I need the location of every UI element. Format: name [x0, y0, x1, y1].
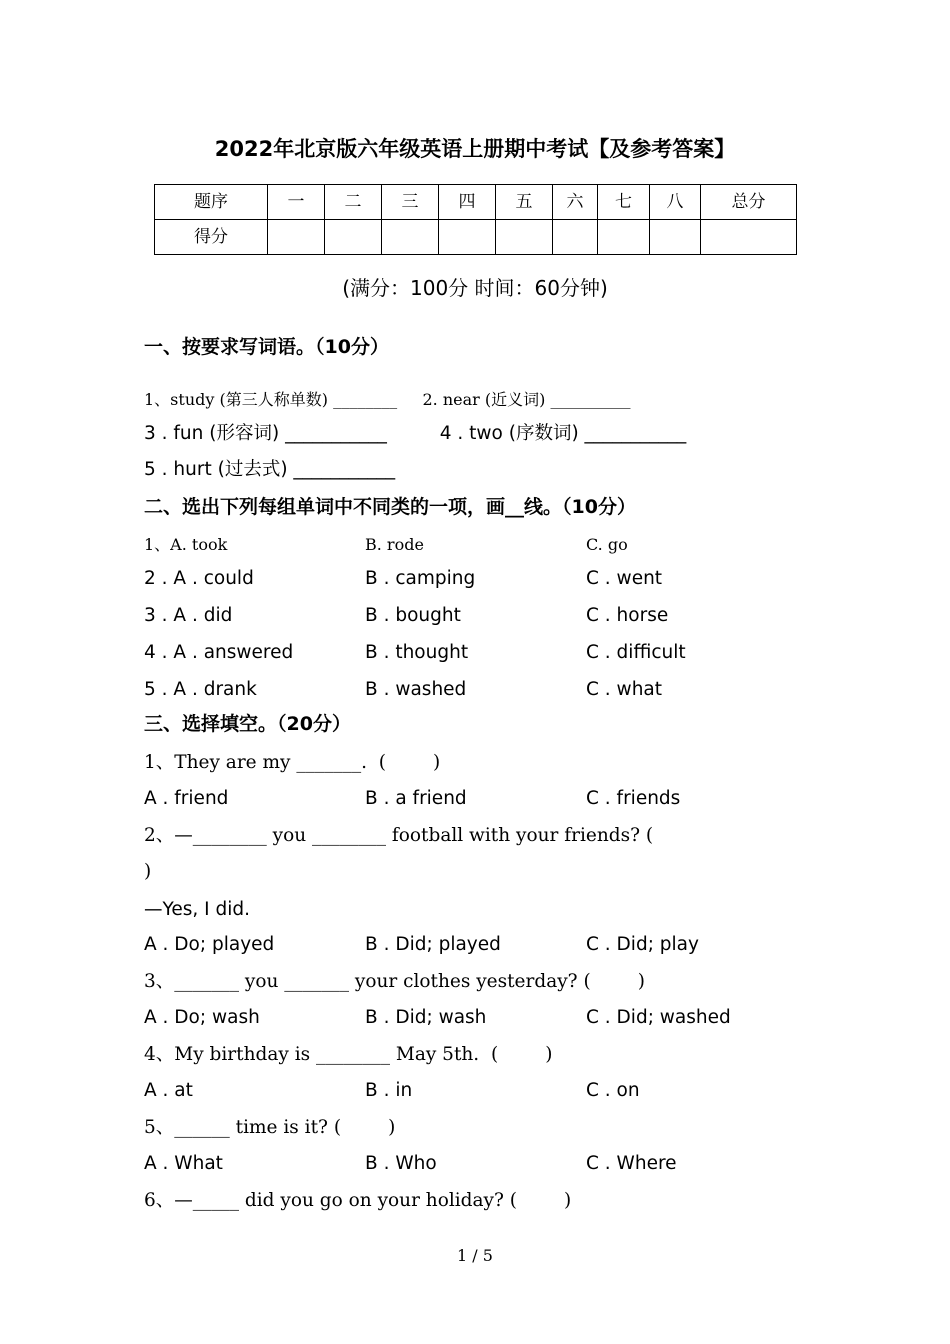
section1-line3: 5 . hurt (过去式) ___________	[144, 459, 396, 480]
section1-line2: 3 . fun (形容词) ___________ 4 . two (序数词) ___________	[144, 423, 687, 444]
score-cell[interactable]	[496, 220, 553, 255]
question-2-answer-line: —Yes, I did.	[144, 899, 250, 920]
score-table-header-cell: 总分	[701, 185, 797, 220]
option-c: C . on	[586, 1080, 640, 1101]
page-title: 2022年北京版六年级英语上册期中考试【及参考答案】	[214, 137, 736, 161]
question-2-continuation: )	[144, 861, 152, 882]
option-a: 2 . A . could	[144, 568, 254, 589]
score-cell[interactable]	[268, 220, 325, 255]
page-number: 1 / 5	[457, 1246, 493, 1265]
question-1: 1、They are my _______. ( )	[144, 752, 441, 773]
score-cell[interactable]	[598, 220, 650, 255]
option-b: B . camping	[365, 568, 476, 589]
option-a: A . What	[144, 1153, 223, 1174]
option-b: B . thought	[365, 642, 469, 663]
option-b: B . washed	[365, 679, 467, 700]
option-b: B . a friend	[365, 788, 467, 809]
score-cell[interactable]	[325, 220, 382, 255]
question-3: 3、_______ you _______ your clothes yesterday? ( )	[144, 971, 645, 992]
score-table-header-cell: 四	[439, 185, 496, 220]
question-5: 5、______ time is it? ( )	[144, 1117, 396, 1138]
score-table-header-row	[155, 185, 797, 220]
score-table-header-cell: 六	[553, 185, 598, 220]
option-a: 3 . A . did	[144, 605, 233, 626]
option-b: B. rode	[365, 535, 424, 554]
option-a: 5 . A . drank	[144, 679, 257, 700]
option-b: B . Who	[365, 1153, 437, 1174]
option-c: C . Did; play	[586, 934, 699, 955]
option-c: C. go	[586, 535, 628, 554]
section1-heading: 一、按要求写词语。（10分）	[144, 336, 389, 358]
option-c: C . horse	[586, 605, 669, 626]
option-b: B . bought	[365, 605, 461, 626]
score-table-header-cell: 一	[268, 185, 325, 220]
section3-heading: 三、选择填空。（20分）	[144, 713, 351, 735]
option-c: C . what	[586, 679, 663, 700]
score-table-header-cell: 五	[496, 185, 553, 220]
option-c: C . difficult	[586, 642, 686, 663]
score-table-header-cell: 二	[325, 185, 382, 220]
option-a: 4 . A . answered	[144, 642, 294, 663]
full-mark-and-time: (满分：100分 时间：60分钟)	[342, 276, 608, 300]
score-table-header-cell: 题序	[155, 185, 268, 220]
option-c: C . friends	[586, 788, 681, 809]
score-cell[interactable]	[439, 220, 496, 255]
option-a: A . friend	[144, 788, 229, 809]
option-a: A . Do; wash	[144, 1007, 260, 1028]
score-cell[interactable]	[650, 220, 701, 255]
question-6: 6、—_____ did you go on your holiday? ( )	[144, 1190, 572, 1211]
score-table-header-cell: 三	[382, 185, 439, 220]
option-a: A . at	[144, 1080, 193, 1101]
option-c: C . went	[586, 568, 663, 589]
option-c: C . Where	[586, 1153, 677, 1174]
option-a: 1、A. took	[144, 535, 228, 554]
question-2: 2、—________ you ________ football with your friends? (	[144, 825, 654, 846]
question-4: 4、My birthday is ________ May 5th. ( )	[144, 1044, 553, 1065]
score-table-header-cell: 七	[598, 185, 650, 220]
score-table	[154, 184, 797, 255]
score-table-header-cell: 八	[650, 185, 701, 220]
option-b: B . in	[365, 1080, 413, 1101]
score-table-score-row	[155, 220, 797, 255]
option-c: C . Did; washed	[586, 1007, 731, 1028]
option-b: B . Did; played	[365, 934, 501, 955]
score-cell[interactable]	[553, 220, 598, 255]
option-a: A . Do; played	[144, 934, 275, 955]
section1-line1: 1、study (第三人称单数) ________ 2. near (近义词) __________	[144, 390, 631, 409]
score-table-row-label: 得分	[155, 220, 268, 255]
score-cell[interactable]	[701, 220, 797, 255]
option-b: B . Did; wash	[365, 1007, 487, 1028]
score-cell[interactable]	[382, 220, 439, 255]
section2-heading: 二、选出下列每组单词中不同类的一项，画__线。（10分）	[144, 496, 636, 518]
